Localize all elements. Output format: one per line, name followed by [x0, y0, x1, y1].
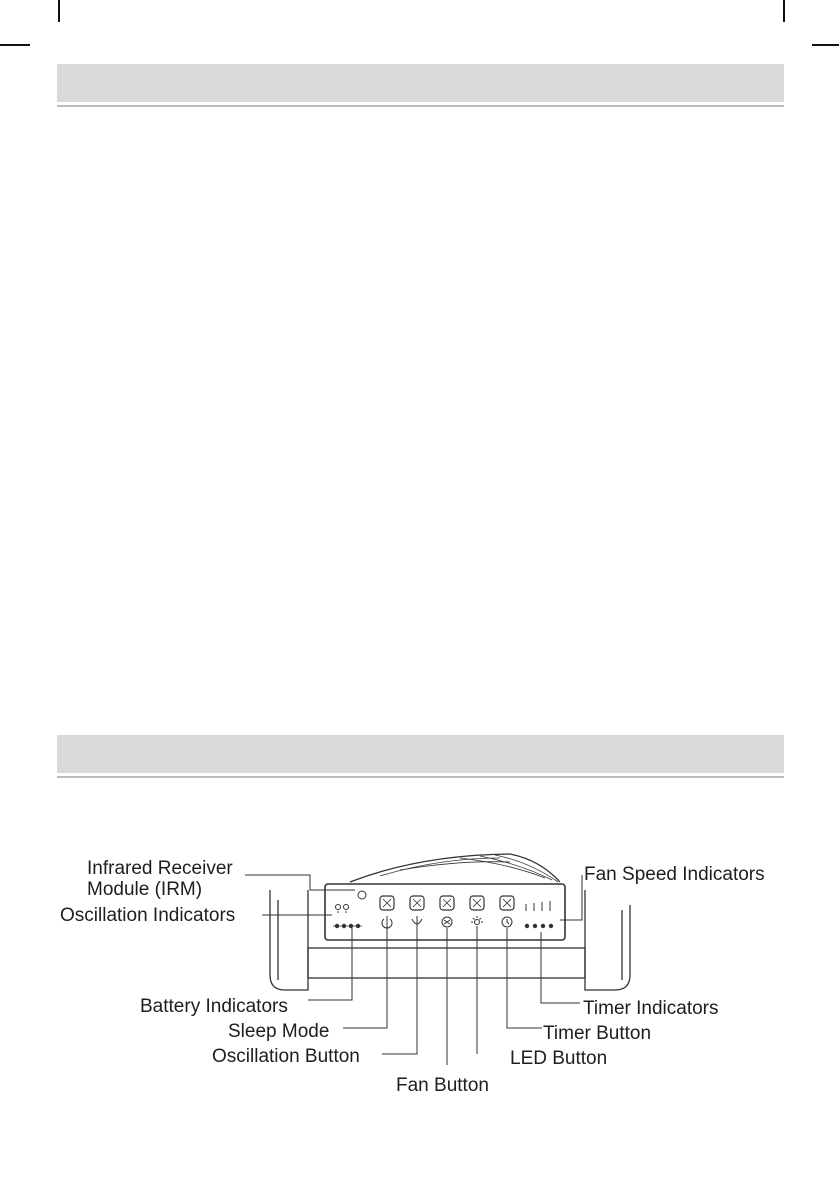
- fan-button[interactable]: [440, 896, 454, 910]
- label-oscillation-indicators: Oscillation Indicators: [60, 905, 236, 926]
- label-fan-button: Fan Button: [396, 1075, 489, 1096]
- section-title: [57, 735, 784, 753]
- label-timer-button: Timer Button: [543, 1023, 652, 1044]
- sleep-mode-button[interactable]: [380, 896, 394, 910]
- label-irm-line2: Module (IRM): [87, 879, 203, 900]
- timer-icon: [502, 917, 512, 927]
- section-divider: [57, 105, 784, 107]
- section-header-bar: [57, 735, 784, 773]
- section-title: [57, 64, 784, 82]
- timer-button[interactable]: [500, 896, 514, 910]
- label-irm-line1: Infrared Receiver: [87, 858, 233, 879]
- fan-speed-indicator-leds: [526, 901, 550, 911]
- oscillation-indicator-leds: [336, 905, 349, 914]
- led-icon: [471, 916, 483, 928]
- label-led-button: LED Button: [510, 1048, 608, 1069]
- label-timer-indicators: Timer Indicators: [583, 998, 719, 1019]
- oscillation-button[interactable]: [410, 896, 424, 910]
- panel-buttons: [380, 896, 514, 910]
- fan-body: [270, 854, 630, 990]
- fan-icon: [442, 917, 452, 927]
- label-oscillation-button: Oscillation Button: [212, 1046, 360, 1067]
- crop-mark-horizontal: [0, 44, 30, 46]
- crop-mark-vertical: [783, 0, 785, 22]
- irm-sensor: [358, 891, 366, 899]
- label-fan-speed-indicators: Fan Speed Indicators: [584, 864, 765, 885]
- timer-indicator-leds: [525, 924, 553, 928]
- section-header-bar: [57, 64, 784, 102]
- section-divider: [57, 776, 784, 778]
- label-sleep-mode: Sleep Mode: [228, 1021, 330, 1042]
- battery-indicator-leds: [333, 924, 362, 928]
- crop-mark-vertical: [58, 0, 60, 22]
- control-panel-diagram: [40, 840, 800, 1110]
- led-button[interactable]: [470, 896, 484, 910]
- label-battery-indicators: Battery Indicators: [140, 996, 288, 1017]
- crop-mark-horizontal: [812, 44, 839, 46]
